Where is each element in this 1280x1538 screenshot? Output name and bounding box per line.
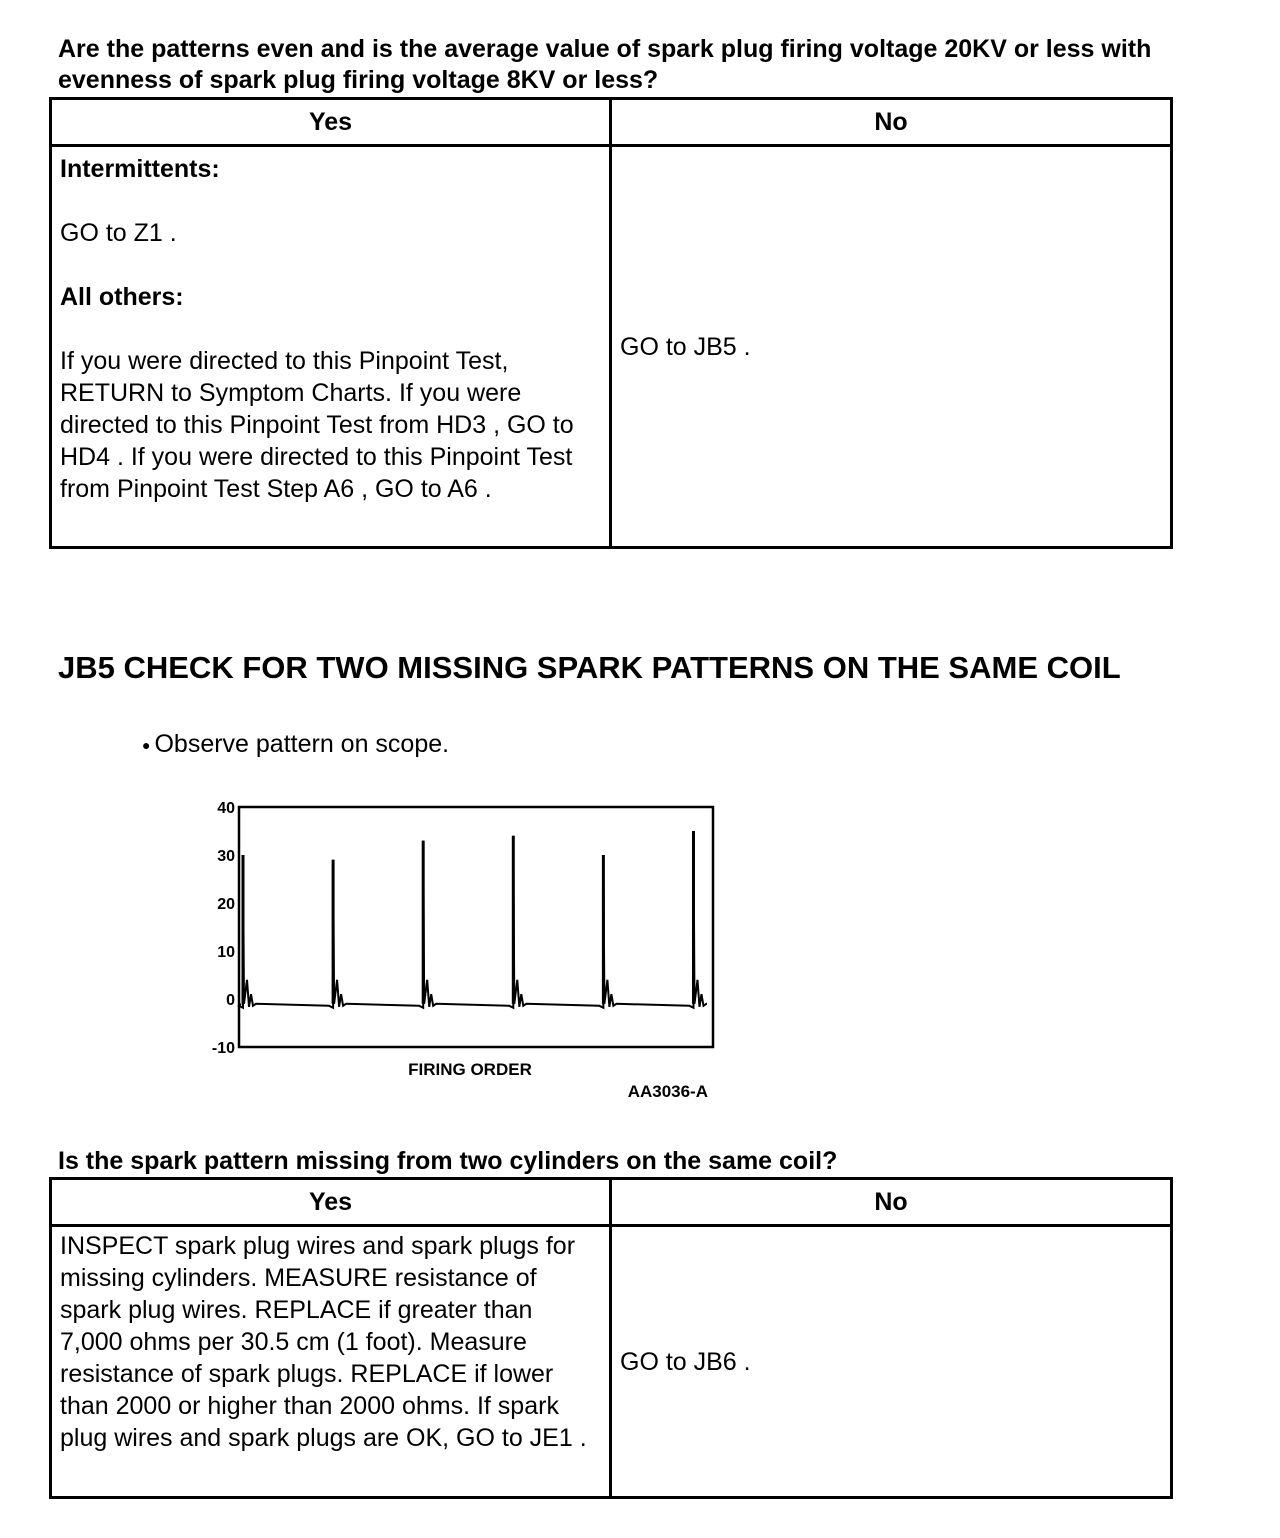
decision-table-2 <box>49 1177 1173 1499</box>
no-header: No <box>611 99 1172 146</box>
all-others-label: All others: <box>60 283 184 311</box>
bullet-text: Observe pattern on scope. <box>154 730 450 758</box>
y-tick-label: 40 <box>217 800 235 817</box>
question-2: Is the spark pattern missing from two cylinders on the same coil? <box>58 1147 838 1175</box>
yes-header: Yes <box>51 99 611 146</box>
y-tick-label: 0 <box>226 992 235 1009</box>
figure-id: AA3036-A <box>627 1082 708 1101</box>
section-heading-jb5: JB5 CHECK FOR TWO MISSING SPARK PATTERNS ON THE SAME COIL <box>58 650 1121 685</box>
plot-frame <box>239 807 713 1047</box>
bullet-dot-icon: ● <box>142 737 151 754</box>
no-cell: GO to JB6 . <box>611 1226 1172 1498</box>
no-header: No <box>611 1179 1172 1226</box>
scope-pattern-chart <box>195 795 725 1105</box>
no-cell: GO to JB5 . <box>611 146 1172 548</box>
yes-cell <box>51 146 611 548</box>
yes-header: Yes <box>51 1179 611 1226</box>
y-tick-label: 30 <box>217 848 235 865</box>
yes-cell: INSPECT spark plug wires and spark plugs for missing cylinders. MEASURE resistance of spark plug wires. REPLACE if greater than 7,000 ohms per 30.5 cm (1 foot). Measure resistance of spark plugs. REPLACE if lower than 2000 or higher than 2000 ohms. If spark plug wires and spark plugs are OK, GO to JE1 . <box>51 1226 611 1498</box>
y-tick-label: -10 <box>211 1040 235 1057</box>
bullet-item <box>142 728 449 761</box>
scope-trace <box>239 831 707 1008</box>
y-tick-label: 10 <box>217 944 235 961</box>
question-1: Are the patterns even and is the average value of spark plug firing voltage 20KV or less with evenness of spark plug firing voltage 8KV or less? <box>58 35 1152 94</box>
intermittents-label: Intermittents: <box>60 155 220 183</box>
all-others-action: If you were directed to this Pinpoint Test, RETURN to Symptom Charts. If you were directed to this Pinpoint Test from HD3 , GO to HD4 . If you were directed to this Pinpoint Test from Pinpoint Test Step A6 , GO to A6 . <box>60 347 574 503</box>
x-axis-label: FIRING ORDER <box>408 1060 532 1079</box>
decision-table-1 <box>49 97 1173 549</box>
intermittents-action: GO to Z1 . <box>60 219 177 247</box>
y-tick-label: 20 <box>217 896 235 913</box>
